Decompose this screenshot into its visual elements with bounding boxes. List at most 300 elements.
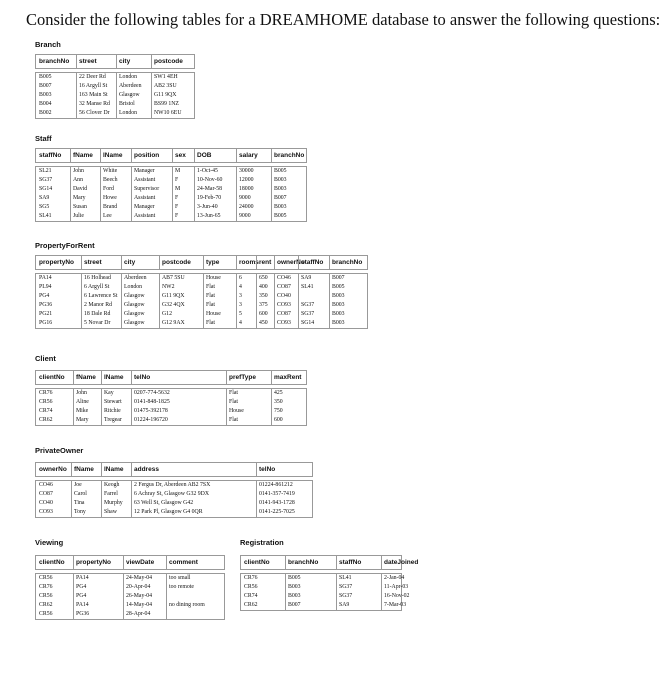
table-cell: Brand xyxy=(103,204,118,210)
table-cell: 6 Argyll St xyxy=(84,284,110,290)
column-divider xyxy=(381,556,382,569)
table-cell: SG37 xyxy=(301,302,315,308)
table-cell: Tony xyxy=(74,509,86,515)
column-header: propertyNo xyxy=(76,558,112,566)
table-cell: 01475-392178 xyxy=(134,408,168,414)
table-cell: CO46 xyxy=(39,482,53,488)
table-cell: B003 xyxy=(274,177,287,183)
property-table-header xyxy=(35,255,368,270)
column-header: street xyxy=(84,258,102,266)
column-header: staffNo xyxy=(339,558,362,566)
column-divider xyxy=(101,463,102,476)
table-cell: 19-Feb-70 xyxy=(197,195,222,201)
column-header: rent xyxy=(259,258,272,266)
table-row xyxy=(36,73,194,82)
table-cell: 600 xyxy=(259,311,268,317)
table-cell: 63 Well St, Glasgow G42 xyxy=(134,500,194,506)
table-cell: CO93 xyxy=(277,302,291,308)
table-cell: B003 xyxy=(288,593,301,599)
column-divider xyxy=(194,149,195,162)
table-cell: B003 xyxy=(332,302,345,308)
table-cell: 6 Lawrence St xyxy=(84,293,118,299)
table-cell: CR76 xyxy=(39,584,53,590)
table-cell: CO87 xyxy=(39,491,53,497)
staff-table-title: Staff xyxy=(35,134,52,143)
column-header: clientNo xyxy=(39,373,65,381)
table-cell: 7-Mar-03 xyxy=(384,602,407,608)
table-cell: SL21 xyxy=(39,168,52,174)
column-header: fName xyxy=(74,465,94,473)
registration-table-body xyxy=(240,573,410,611)
table-cell: CR74 xyxy=(39,408,53,414)
staff-table xyxy=(35,148,307,222)
table-row xyxy=(36,583,224,592)
table-row xyxy=(36,167,306,176)
table-cell: CO40 xyxy=(277,293,291,299)
table-cell: PG36 xyxy=(39,302,53,308)
table-cell: Assistant xyxy=(134,195,156,201)
table-cell: CO93 xyxy=(39,509,53,515)
table-cell: CR62 xyxy=(39,417,53,423)
column-divider xyxy=(226,371,227,384)
table-cell: Glasgow xyxy=(124,302,145,308)
table-cell: Flat xyxy=(229,390,239,396)
table-cell: 650 xyxy=(259,275,268,281)
table-row xyxy=(241,601,407,610)
table-cell: 350 xyxy=(274,399,283,405)
table-cell: London xyxy=(119,74,138,80)
table-cell: CO93 xyxy=(277,320,291,326)
table-cell: 32 Manse Rd xyxy=(79,101,110,107)
table-cell: 22 Deer Rd xyxy=(79,74,106,80)
table-cell: PG4 xyxy=(39,293,50,299)
table-row xyxy=(36,203,306,212)
column-header: lName xyxy=(104,373,124,381)
table-cell: CR76 xyxy=(39,390,53,396)
table-cell: BS99 1NZ xyxy=(154,101,179,107)
table-cell: 750 xyxy=(274,408,283,414)
table-row xyxy=(36,176,306,185)
table-cell: 4 xyxy=(239,320,242,326)
property-table-title: PropertyForRent xyxy=(35,241,95,250)
table-cell: B005 xyxy=(274,168,287,174)
table-cell: 0141-225-7025 xyxy=(259,509,295,515)
column-header: clientNo xyxy=(39,558,65,566)
column-divider xyxy=(166,556,167,569)
table-row xyxy=(36,416,306,425)
table-cell: PG16 xyxy=(39,320,53,326)
column-divider xyxy=(256,463,257,476)
table-cell: B003 xyxy=(288,584,301,590)
owner-table-title: PrivateOwner xyxy=(35,446,84,455)
property-table xyxy=(35,255,368,329)
table-cell: AB2 3SU xyxy=(154,83,177,89)
table-cell: SG37 xyxy=(39,177,53,183)
table-cell: F xyxy=(175,204,179,210)
table-cell: SG14 xyxy=(39,186,53,192)
table-cell: Joe xyxy=(74,482,82,488)
column-header: propertyNo xyxy=(39,258,75,266)
table-cell: Mary xyxy=(73,195,86,201)
table-cell: SA9 xyxy=(339,602,350,608)
table-cell: B005 xyxy=(332,284,345,290)
table-cell: John xyxy=(76,390,87,396)
table-cell: 3 xyxy=(239,302,242,308)
table-cell: Glasgow xyxy=(124,293,145,299)
table-cell: 4 xyxy=(239,284,242,290)
table-cell: 10-Nov-60 xyxy=(197,177,223,183)
column-divider xyxy=(70,149,71,162)
table-cell: Glasgow xyxy=(124,311,145,317)
table-cell: SA9 xyxy=(39,195,50,201)
table-cell: 163 Main St xyxy=(79,92,108,98)
table-cell: 12000 xyxy=(239,177,254,183)
table-cell: House xyxy=(206,275,221,281)
table-cell: B005 xyxy=(274,213,287,219)
table-cell: SW1 4EH xyxy=(154,74,178,80)
viewing-table-body xyxy=(35,573,225,620)
column-divider xyxy=(285,556,286,569)
table-row xyxy=(36,508,312,517)
table-cell: SG37 xyxy=(339,593,353,599)
table-row xyxy=(36,292,367,301)
column-header: branchNo xyxy=(332,258,363,266)
column-divider xyxy=(271,149,272,162)
column-header: comment xyxy=(169,558,198,566)
column-header: salary xyxy=(239,151,258,159)
table-cell: F xyxy=(175,195,179,201)
table-cell: 12 Park Pl, Glasgow G4 0QR xyxy=(134,509,203,515)
table-cell: 11-Apr-03 xyxy=(384,584,409,590)
table-cell: 0207-774-5632 xyxy=(134,390,170,396)
table-cell: PA14 xyxy=(76,602,89,608)
table-cell: 01224-196720 xyxy=(134,417,168,423)
table-row xyxy=(241,592,410,601)
column-header: viewDate xyxy=(126,558,155,566)
column-header: ownerNo xyxy=(277,258,305,266)
table-row xyxy=(241,574,405,583)
staff-table-body xyxy=(35,166,307,222)
table-cell: 425 xyxy=(274,390,283,396)
table-cell: SL41 xyxy=(301,284,314,290)
table-cell: M xyxy=(175,168,181,174)
table-row xyxy=(36,91,194,100)
column-header: city xyxy=(124,258,136,266)
table-cell: no dining room xyxy=(169,602,205,608)
table-row xyxy=(36,499,312,508)
table-cell: CO87 xyxy=(277,311,291,317)
table-row xyxy=(36,481,312,490)
column-header: branchNo xyxy=(288,558,319,566)
table-cell: B002 xyxy=(39,110,52,116)
table-cell: Mike xyxy=(76,408,89,414)
table-cell: 5 Novar Dr xyxy=(84,320,111,326)
column-divider xyxy=(172,149,173,162)
table-cell: 9000 xyxy=(239,213,251,219)
table-cell: Aline xyxy=(76,399,89,405)
table-cell: Farrel xyxy=(104,491,118,497)
table-cell: 400 xyxy=(259,284,268,290)
table-cell: SG14 xyxy=(301,320,315,326)
column-divider xyxy=(271,371,272,384)
client-table xyxy=(35,370,307,426)
column-header: address xyxy=(134,465,159,473)
table-cell: SL41 xyxy=(39,213,52,219)
table-cell: Ritchie xyxy=(104,408,121,414)
table-cell: 6 Achray St, Glasgow G32 9DX xyxy=(134,491,210,497)
table-row xyxy=(36,82,194,91)
column-header: dateJoined xyxy=(384,558,419,566)
table-cell: SG37 xyxy=(339,584,353,590)
column-divider xyxy=(81,256,82,269)
branch-table-header xyxy=(35,54,195,69)
owner-table xyxy=(35,462,313,518)
table-cell: Carol xyxy=(74,491,87,497)
table-cell: Lee xyxy=(103,213,112,219)
column-divider xyxy=(298,256,299,269)
table-row xyxy=(36,407,306,416)
table-row xyxy=(36,592,224,601)
table-cell: CO40 xyxy=(39,500,53,506)
viewing-table xyxy=(35,555,225,620)
column-header: staffNo xyxy=(301,258,324,266)
table-cell: 56 Clover Dr xyxy=(79,110,110,116)
column-divider xyxy=(236,149,237,162)
table-row xyxy=(241,583,409,592)
table-cell: PG36 xyxy=(76,611,90,617)
table-row xyxy=(36,398,306,407)
table-cell: Mary xyxy=(76,417,89,423)
table-cell: White xyxy=(103,168,118,174)
column-divider xyxy=(101,371,102,384)
table-cell: 14-May-04 xyxy=(126,602,153,608)
table-cell: Supervisor xyxy=(134,186,160,192)
table-row xyxy=(36,185,306,194)
table-cell: House xyxy=(206,311,221,317)
column-header: prefType xyxy=(229,373,256,381)
table-cell: Susan xyxy=(73,204,87,210)
table-cell: B003 xyxy=(274,186,287,192)
table-cell: CR76 xyxy=(244,575,258,581)
client-table-body xyxy=(35,388,307,426)
table-cell: Flat xyxy=(206,320,216,326)
table-cell: PG21 xyxy=(39,311,53,317)
table-cell: B007 xyxy=(332,275,345,281)
table-cell: Assistant xyxy=(134,213,156,219)
client-table-header xyxy=(35,370,307,385)
table-cell: CR56 xyxy=(39,399,53,405)
table-cell: 18 Dale Rd xyxy=(84,311,111,317)
table-cell: M xyxy=(175,186,181,192)
table-cell: 18000 xyxy=(239,186,254,192)
table-cell: House xyxy=(229,408,244,414)
table-cell: Julie xyxy=(73,213,84,219)
table-cell: 24-Mar-58 xyxy=(197,186,222,192)
table-cell: CR56 xyxy=(39,593,53,599)
table-cell: B005 xyxy=(39,74,52,80)
table-cell: 1-Oct-45 xyxy=(197,168,218,174)
column-divider xyxy=(76,55,77,68)
table-cell: Ann xyxy=(73,177,83,183)
table-cell: NW2 xyxy=(162,284,175,290)
table-cell: 2 Fergus Dr, Aberdeen AB2 7SX xyxy=(134,482,211,488)
table-cell: 450 xyxy=(259,320,268,326)
table-row xyxy=(36,194,306,203)
table-cell: B005 xyxy=(288,575,301,581)
table-cell: Assistant xyxy=(134,177,156,183)
table-cell: 16-Nov-02 xyxy=(384,593,410,599)
column-header: city xyxy=(119,57,131,65)
table-cell: Howe xyxy=(103,195,117,201)
table-row xyxy=(36,100,194,109)
column-divider xyxy=(256,256,257,269)
column-header: ownerNo xyxy=(39,465,67,473)
column-divider xyxy=(131,371,132,384)
column-divider xyxy=(100,149,101,162)
owner-table-body xyxy=(35,480,313,518)
column-divider xyxy=(274,256,275,269)
table-cell: CR56 xyxy=(39,575,53,581)
table-cell: CR62 xyxy=(39,602,53,608)
table-cell: Keogh xyxy=(104,482,120,488)
staff-table-header xyxy=(35,148,307,163)
viewing-table-header xyxy=(35,555,225,570)
table-row xyxy=(36,301,367,310)
table-cell: PA14 xyxy=(76,575,89,581)
table-cell: London xyxy=(124,284,143,290)
column-header: staffNo xyxy=(39,151,62,159)
table-cell: Aberdeen xyxy=(119,83,142,89)
table-row xyxy=(36,310,367,319)
table-cell: CR74 xyxy=(244,593,258,599)
table-cell: 3 xyxy=(239,293,242,299)
registration-table-title: Registration xyxy=(240,538,284,547)
table-row xyxy=(36,601,224,610)
table-cell: 01224-861212 xyxy=(259,482,293,488)
table-cell: SG5 xyxy=(39,204,50,210)
table-cell: Flat xyxy=(206,293,216,299)
table-cell: SL41 xyxy=(339,575,352,581)
column-header: rooms xyxy=(239,258,259,266)
table-cell: 0141-943-1728 xyxy=(259,500,295,506)
column-divider xyxy=(121,256,122,269)
table-cell: Stewart xyxy=(104,399,122,405)
table-cell: B003 xyxy=(332,320,345,326)
table-row xyxy=(36,610,224,619)
column-header: postcode xyxy=(162,258,191,266)
table-cell: B003 xyxy=(332,293,345,299)
table-row xyxy=(36,283,367,292)
table-cell: too remote xyxy=(169,584,194,590)
table-row xyxy=(36,574,224,583)
table-row xyxy=(36,490,312,499)
table-cell: 26-May-04 xyxy=(126,593,153,599)
table-cell: 0141-848-1825 xyxy=(134,399,170,405)
column-header: lName xyxy=(104,465,124,473)
table-cell: Ford xyxy=(103,186,114,192)
table-cell: B003 xyxy=(332,311,345,317)
table-cell: Aberdeen xyxy=(124,275,147,281)
table-cell: 5 xyxy=(239,311,242,317)
table-cell: CR56 xyxy=(39,611,53,617)
column-divider xyxy=(71,463,72,476)
table-cell: Beech xyxy=(103,177,118,183)
table-cell: 600 xyxy=(274,417,283,423)
table-cell: 16 Argyll St xyxy=(79,83,108,89)
table-cell: Manager xyxy=(134,204,155,210)
table-cell: 16 Holhead xyxy=(84,275,111,281)
table-cell: Glasgow xyxy=(124,320,145,326)
table-cell: 3-Jun-40 xyxy=(197,204,218,210)
table-cell: 375 xyxy=(259,302,268,308)
column-divider xyxy=(123,556,124,569)
table-cell: 20-Apr-04 xyxy=(126,584,151,590)
column-divider xyxy=(203,256,204,269)
column-header: maxRent xyxy=(274,373,302,381)
column-divider xyxy=(73,556,74,569)
table-row xyxy=(36,274,367,283)
column-header: branchNo xyxy=(39,57,70,65)
table-cell: F xyxy=(175,213,179,219)
column-header: fName xyxy=(76,373,96,381)
column-divider xyxy=(329,256,330,269)
table-cell: Tregear xyxy=(104,417,122,423)
column-header: position xyxy=(134,151,160,159)
table-cell: 30000 xyxy=(239,168,254,174)
table-cell: F xyxy=(175,177,179,183)
column-header: branchNo xyxy=(274,151,305,159)
table-cell: CO46 xyxy=(277,275,291,281)
table-cell: London xyxy=(119,110,138,116)
table-cell: John xyxy=(73,168,84,174)
column-header: street xyxy=(79,57,97,65)
table-row xyxy=(36,212,306,221)
table-cell: Murphy xyxy=(104,500,123,506)
table-cell: B004 xyxy=(39,101,52,107)
table-cell: CR56 xyxy=(244,584,258,590)
table-cell: B007 xyxy=(274,195,287,201)
table-cell: B003 xyxy=(39,92,52,98)
branch-table-body xyxy=(35,72,195,119)
viewing-table-title: Viewing xyxy=(35,538,64,547)
column-divider xyxy=(131,463,132,476)
table-cell: G12 9AX xyxy=(162,320,185,326)
table-cell: too small xyxy=(169,575,191,581)
column-header: type xyxy=(206,258,220,266)
column-divider xyxy=(131,149,132,162)
table-cell: CO87 xyxy=(277,284,291,290)
table-cell: G32 4QX xyxy=(162,302,185,308)
registration-table-header xyxy=(240,555,419,570)
table-cell: 6 xyxy=(239,275,242,281)
table-cell: Bristol xyxy=(119,101,135,107)
table-cell: Flat xyxy=(206,284,216,290)
column-header: lName xyxy=(103,151,123,159)
table-cell: SG37 xyxy=(301,311,315,317)
column-divider xyxy=(151,55,152,68)
column-header: DOB xyxy=(197,151,212,159)
table-cell: 350 xyxy=(259,293,268,299)
column-divider xyxy=(159,256,160,269)
column-divider xyxy=(336,556,337,569)
table-cell: PA14 xyxy=(39,275,52,281)
table-cell: G11 9QX xyxy=(162,293,185,299)
branch-table-title: Branch xyxy=(35,40,61,49)
column-header: telNo xyxy=(259,465,276,473)
table-cell: Kay xyxy=(104,390,114,396)
table-cell: Shaw xyxy=(104,509,117,515)
table-cell: B007 xyxy=(288,602,301,608)
